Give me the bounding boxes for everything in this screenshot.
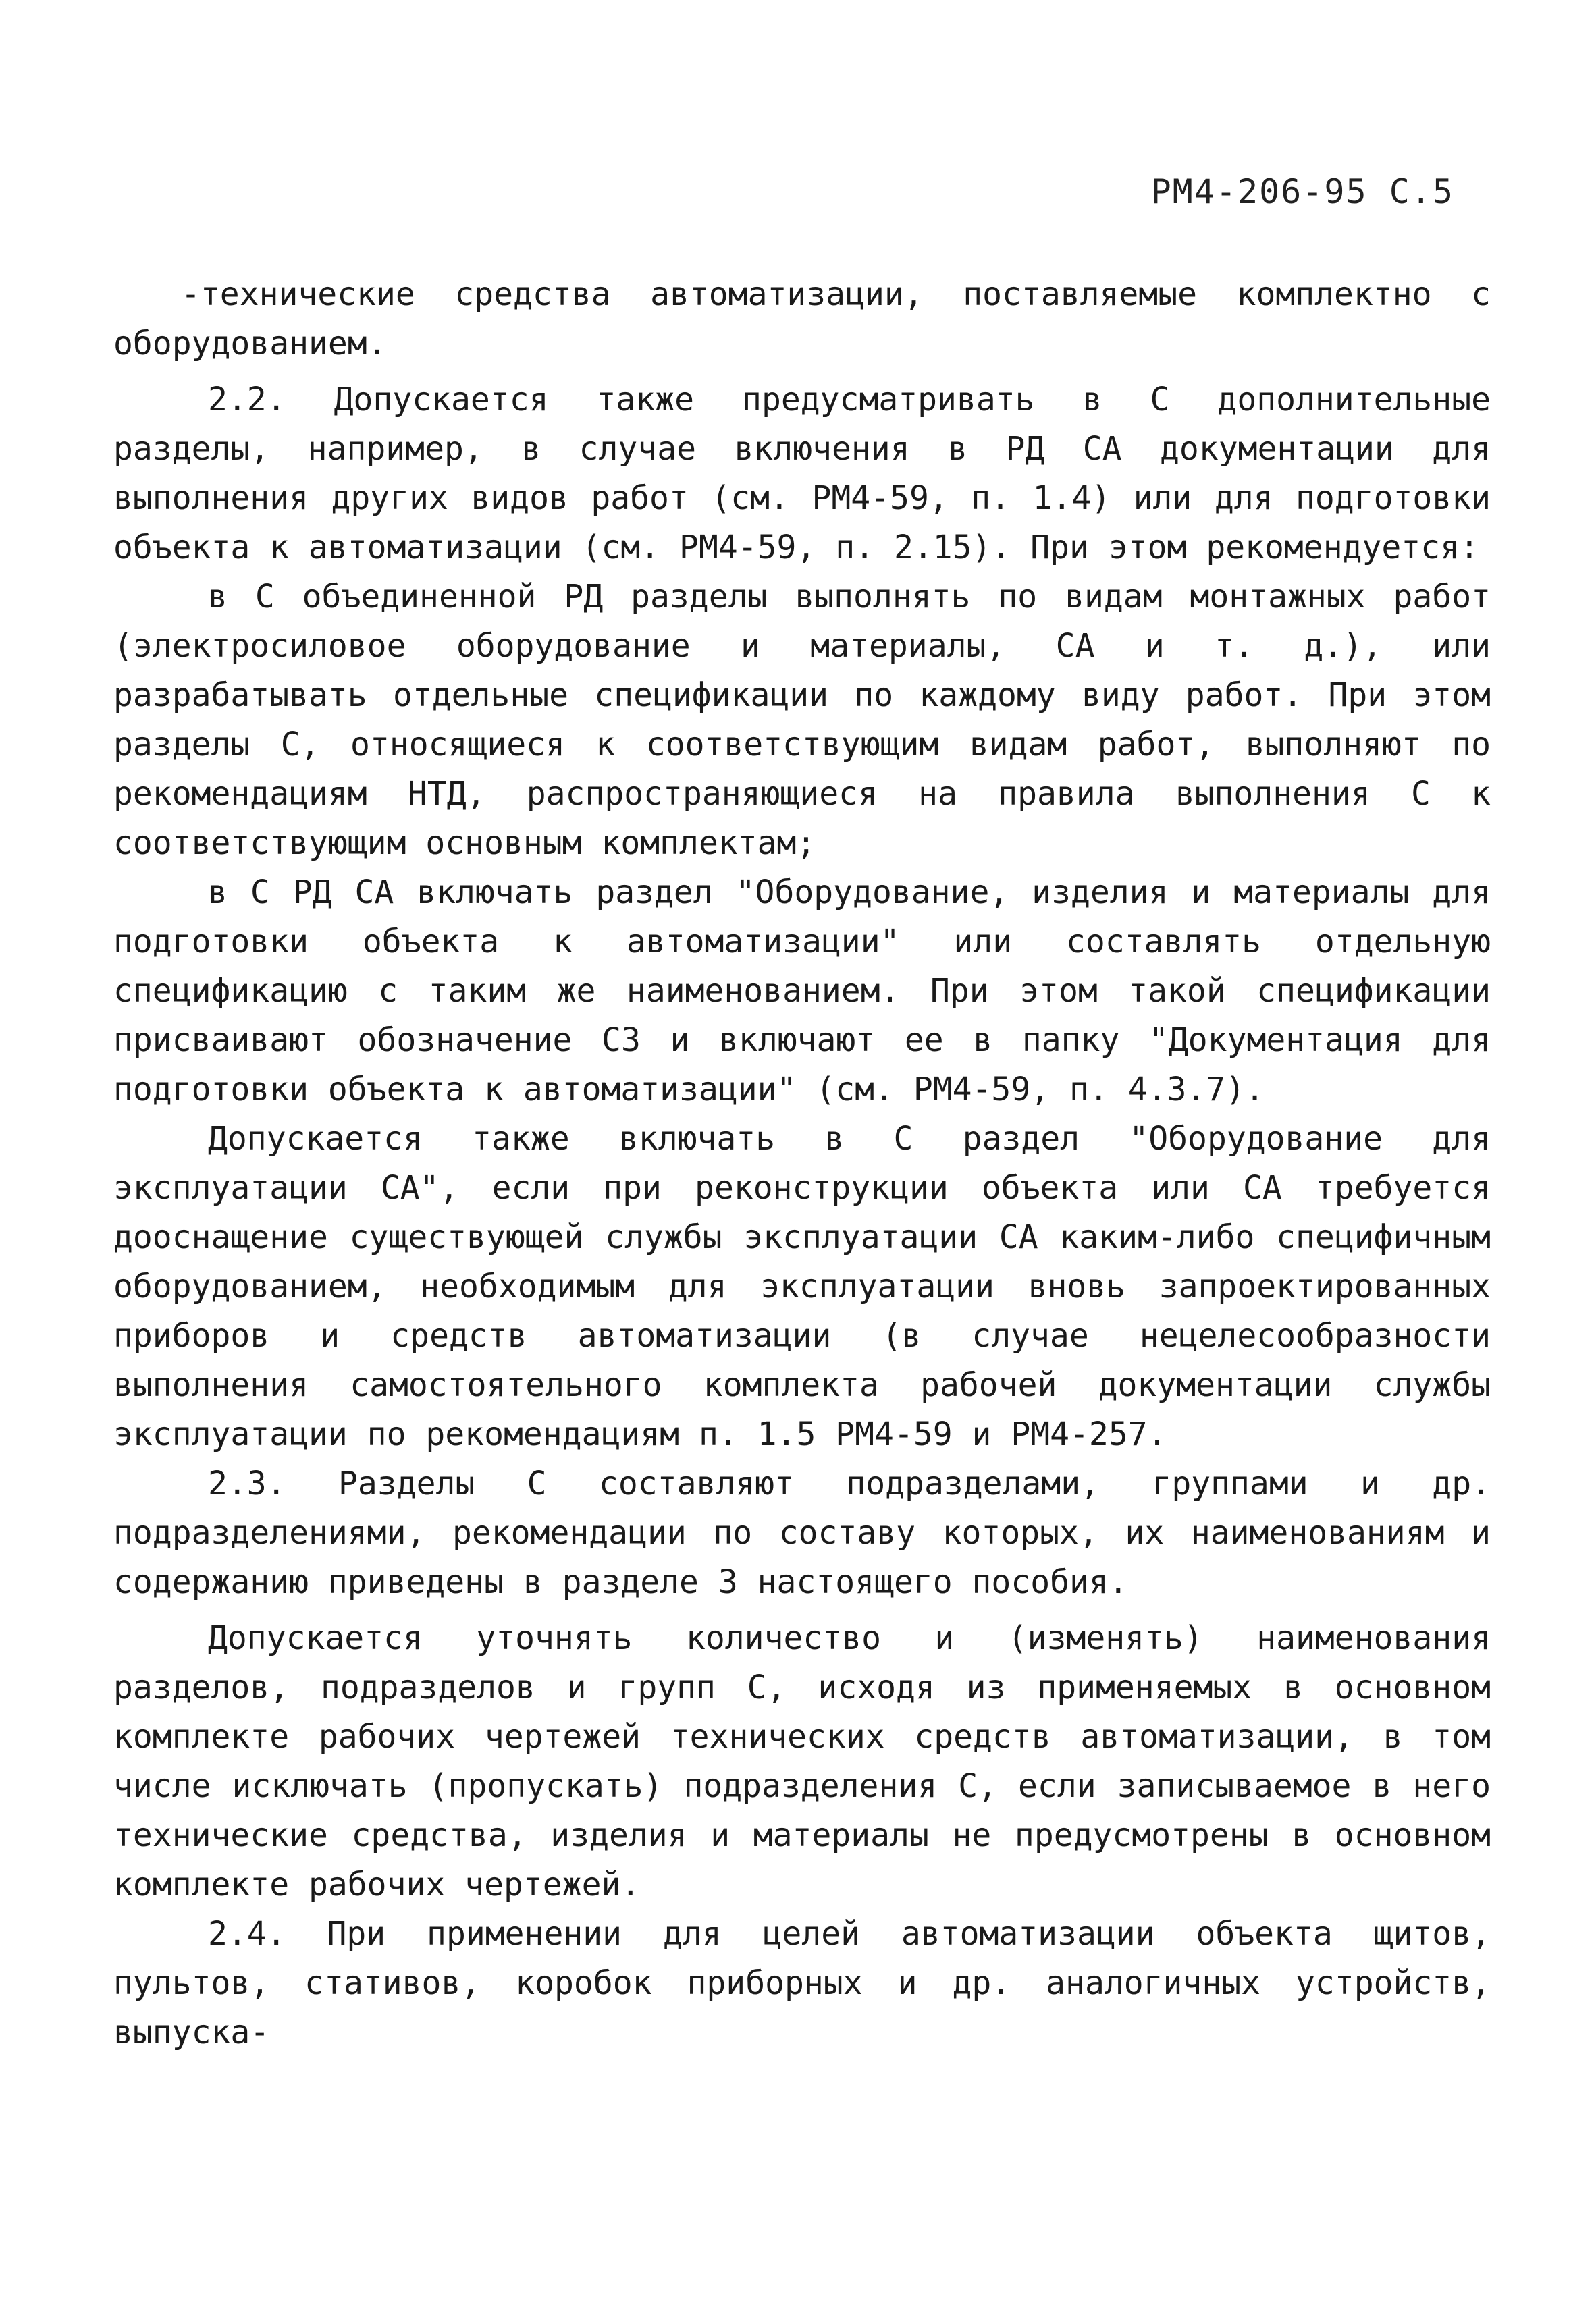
- paragraph-2-2-item-2: в С РД СА включать раздел "Оборудование, изделия и материалы для подготовки объекта к автоматизации" или составлять отдельную спецификацию с таким же наименованием. При этом такой спецификации присваивают обозначение СЗ и включают ее в папку "Документация для подготовки объекта к автоматизации" (см. РМ4-59, п. 4.3.7).: [113, 873, 1491, 1108]
- paragraph-2-2-note: Допускается также включать в С раздел "Оборудование для эксплуатации СА", если при реконструкции объекта или СА требуется дооснащение существующей службы эксплуатации СА каким-либо специфичным оборудованием, необходимым для эксплуатации вновь запроектированных приборов и средств автоматизации (в случае нецелесообразности выполнения самостоятельного комплекта рабочей документации службы эксплуатации по рекомендациям п. 1.5 РМ4-59 и РМ4-257.: [113, 1120, 1491, 1453]
- paragraph-2-2-item-1: в С объединенной РД разделы выполнять по видам монтажных работ (электросиловое оборудование и материалы, СА и т. д.), или разрабатывать отдельные спецификации по каждому виду работ. При этом разделы С, относящиеся к соответствующим видам работ, выполняют по рекомендациям НТД, распространяющиеся на правила выполнения С к соответствующим основным комплектам;: [113, 578, 1491, 862]
- paragraph-1: -технические средства автоматизации, поставляемые комплектно с оборудованием.: [113, 275, 1491, 362]
- paragraph-2-4: 2.4. При применении для целей автоматизации объекта щитов, пультов, стативов, коробок приборных и др. аналогичных устройств, выпуска-: [113, 1915, 1491, 2051]
- paragraph-2-2: 2.2. Допускается также предусматривать в С дополнительные разделы, например, в случае включения в РД СА документации для выполнения других видов работ (см. РМ4-59, п. 1.4) или для подготовки объекта к автоматизации (см. РМ4-59, п. 2.15). При этом рекомендуется:: [113, 381, 1491, 566]
- paragraph-2-3-note: Допускается уточнять количество и (изменять) наименования разделов, подразделов и групп С, исходя из применяемых в основном комплекте рабочих чертежей технических средств автоматизации, в том числе исключать (пропускать) подразделения С, если записываемое в него технические средства, изделия и материалы не предусмотрены в основном комплекте рабочих чертежей.: [113, 1619, 1491, 1903]
- page-header-code: РМ4-206-95 С.5: [1150, 172, 1454, 211]
- paragraph-2-3: 2.3. Разделы С составляют подразделами, группами и др. подразделениями, рекомендации по составу которых, их наименованиям и содержанию приведены в разделе 3 настоящего пособия.: [113, 1465, 1491, 1601]
- body-text: [113, 270, 1491, 2057]
